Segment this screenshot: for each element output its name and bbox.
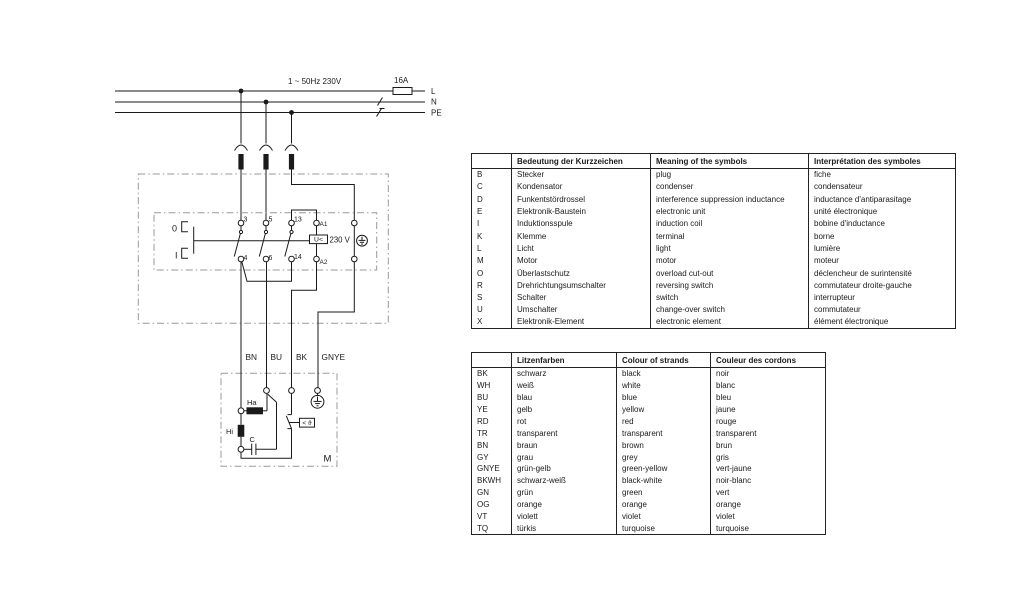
cell-code: B — [477, 170, 483, 180]
cell-french: turquoise — [711, 523, 826, 535]
cell-english: plug — [651, 169, 809, 181]
cell-german: grün-gelb — [512, 463, 617, 475]
cell-english: terminal — [651, 230, 809, 242]
line-pe-label: PE — [431, 108, 442, 118]
cell-english: condenser — [651, 181, 809, 193]
cell-german: transparent — [512, 427, 617, 439]
cell-code: OG — [477, 500, 490, 510]
cell-french: orange — [711, 499, 826, 511]
switch-blade — [234, 234, 240, 257]
colors-table-row — [472, 439, 826, 451]
cell-code: O — [477, 268, 484, 278]
cell-code: D — [477, 194, 483, 204]
cell-german: Stecker — [512, 169, 651, 181]
cell-code: TQ — [477, 523, 489, 533]
symbols-table-row — [472, 230, 956, 242]
cell-french: bleu — [711, 391, 826, 403]
cell-german: weiß — [512, 379, 617, 391]
symbols-table-row — [472, 255, 956, 267]
cell-german: Elektronik-Baustein — [512, 205, 651, 217]
colors-table-row — [472, 523, 826, 535]
colors-header-row — [472, 353, 826, 368]
plug-pin-icon — [263, 154, 268, 170]
cell-french: vert-jaune — [711, 463, 826, 475]
cell-code: VT — [477, 512, 488, 522]
cell-french: jaune — [711, 403, 826, 415]
earth-symbol-motor — [311, 395, 324, 408]
switch-blade — [259, 234, 265, 257]
cell-german: Umschalter — [512, 304, 651, 316]
cell-french: brun — [711, 439, 826, 451]
colors-table-row — [472, 463, 826, 475]
wire-bn-label: BN — [245, 352, 258, 362]
colors-table-row — [472, 415, 826, 427]
symbols-table-row — [472, 193, 956, 205]
cell-english: orange — [617, 499, 711, 511]
plug-pin-icon — [238, 154, 243, 170]
wire-gnye — [318, 262, 354, 388]
cell-german: Elektronik-Element — [512, 316, 651, 328]
cell-french: interrupteur — [809, 291, 956, 303]
wire-gnye-label: GNYE — [321, 352, 346, 362]
fuse-rating-label: 16A — [394, 76, 409, 85]
symbols-table-row — [472, 316, 956, 328]
symbols-table-row — [472, 181, 956, 193]
cell-french: noir-blanc — [711, 475, 826, 487]
cell-english: green — [617, 487, 711, 499]
socket-icon — [260, 145, 273, 151]
contact-4-label: 4 — [243, 255, 248, 262]
cell-german: orange — [512, 499, 617, 511]
cell-code: C — [477, 182, 483, 192]
cell-french: vert — [711, 487, 826, 499]
cell-english: yellow — [617, 403, 711, 415]
cell-english: change-over switch — [651, 304, 809, 316]
relay-label: U< — [314, 236, 323, 244]
cell-french: condensateur — [809, 181, 956, 193]
cell-french: violet — [711, 511, 826, 523]
cell-english: electronic unit — [651, 205, 809, 217]
symbols-table-row — [472, 267, 956, 279]
cell-french: déclencheur de surintensité — [809, 267, 956, 279]
cell-french: lumière — [809, 242, 956, 254]
cell-code: WH — [477, 380, 491, 390]
cell-german: Induktionsspule — [512, 218, 651, 230]
cell-code: I — [477, 219, 480, 229]
cell-english: electronic element — [651, 316, 809, 328]
colors-table-row — [472, 391, 826, 403]
contact-a1-label: A1 — [319, 221, 328, 228]
contact-14-label: 14 — [294, 254, 302, 261]
colors-table-row — [472, 379, 826, 391]
cell-code: U — [477, 305, 483, 315]
aux-winding-label: Ha — [247, 398, 257, 407]
cell-english: transparent — [617, 427, 711, 439]
colors-table-row — [472, 403, 826, 415]
colors-table-row — [472, 475, 826, 487]
cell-english: green-yellow — [617, 463, 711, 475]
cell-english: black-white — [617, 475, 711, 487]
motor-label: M — [323, 453, 332, 465]
colors-header-code — [472, 353, 512, 368]
cell-french: unité électronique — [809, 205, 956, 217]
cell-german: grün — [512, 487, 617, 499]
cell-english: white — [617, 379, 711, 391]
button-actuator-off — [182, 222, 188, 232]
colors-table-row — [472, 499, 826, 511]
cell-german: braun — [512, 439, 617, 451]
colors-table-row — [472, 368, 826, 380]
main-winding-label: Hi — [226, 427, 234, 436]
cell-french: noir — [711, 368, 826, 380]
colors-header-english: Colour of strands — [617, 353, 711, 368]
cell-english: motor — [651, 255, 809, 267]
wire-bu-label: BU — [270, 352, 283, 362]
symbols-header-row — [472, 154, 956, 169]
wire-bk — [292, 262, 317, 388]
symbols-table — [471, 153, 956, 329]
cell-french: élément électronique — [809, 316, 956, 328]
symbols-table-row — [472, 279, 956, 291]
main-winding-icon — [238, 425, 245, 437]
cell-english: overload cut-out — [651, 267, 809, 279]
symbols-table-row — [472, 169, 956, 181]
cell-french: commutateur — [809, 304, 956, 316]
symbols-table-row — [472, 218, 956, 230]
cell-english: violet — [617, 511, 711, 523]
socket-icon — [285, 145, 298, 151]
colors-table-row — [472, 427, 826, 439]
relay-voltage-label: 230 V — [329, 235, 350, 245]
cell-english: black — [617, 368, 711, 380]
cell-french: rouge — [711, 415, 826, 427]
button-actuator-on — [182, 248, 188, 258]
cell-german: Schalter — [512, 291, 651, 303]
cell-code: GN — [477, 488, 489, 498]
cell-code: RD — [477, 416, 489, 426]
fuse-icon — [393, 88, 412, 95]
cell-english: light — [651, 242, 809, 254]
contact-5-label: 5 — [268, 216, 273, 224]
colors-table-row — [472, 451, 826, 463]
aux-winding-icon — [247, 407, 264, 414]
switch-unit-box — [138, 174, 388, 323]
cell-english: switch — [651, 291, 809, 303]
cell-german: rot — [512, 415, 617, 427]
colors-table-grid — [471, 352, 826, 535]
cell-german: Drehrichtungsumschalter — [512, 279, 651, 291]
contact-13-label: 13 — [294, 216, 302, 224]
cell-english: blue — [617, 391, 711, 403]
cell-french: borne — [809, 230, 956, 242]
symbols-table-row — [472, 205, 956, 217]
cell-code: L — [477, 243, 482, 253]
cell-english: turquoise — [617, 523, 711, 535]
colors-table-row — [472, 511, 826, 523]
cell-french: moteur — [809, 255, 956, 267]
cell-english: reversing switch — [651, 279, 809, 291]
symbols-table-row — [472, 291, 956, 303]
cell-german: schwarz-weiß — [512, 475, 617, 487]
main-switch — [182, 210, 355, 408]
cell-french: blanc — [711, 379, 826, 391]
cell-code: GY — [477, 452, 489, 462]
plug-pin-icon — [289, 154, 294, 170]
colors-table — [471, 352, 826, 535]
cell-code: X — [477, 317, 483, 327]
colors-table-row — [472, 487, 826, 499]
symbols-header-code — [472, 154, 512, 169]
cell-code: R — [477, 280, 483, 290]
cell-english: interference suppression inductance — [651, 193, 809, 205]
cell-code: BK — [477, 369, 488, 379]
colors-header-german: Litzenfarben — [512, 353, 617, 368]
symbols-table-grid — [471, 153, 956, 329]
cell-french: commutateur droite-gauche — [809, 279, 956, 291]
symbols-header-french: Interprétation des symboles — [809, 154, 956, 169]
motor-box — [221, 373, 337, 466]
line-l-label: L — [431, 87, 436, 96]
cell-english: red — [617, 415, 711, 427]
switch-on-label: I — [175, 250, 178, 261]
cell-english: induction coil — [651, 218, 809, 230]
line-n-label: N — [431, 97, 437, 107]
cell-code: TR — [477, 428, 488, 438]
cell-code: BU — [477, 392, 489, 402]
cell-german: türkis — [512, 523, 617, 535]
cell-code: E — [477, 207, 483, 217]
symbols-header-english: Meaning of the symbols — [651, 154, 809, 169]
symbols-header-german: Bedeutung der Kurzzeichen — [512, 154, 651, 169]
cell-french: transparent — [711, 427, 826, 439]
plug-connectors — [235, 91, 355, 220]
wire-bk-label: BK — [296, 352, 308, 362]
contact-a2-label: A2 — [319, 259, 328, 266]
cell-german: blau — [512, 391, 617, 403]
cell-german: Überlastschutz — [512, 267, 651, 279]
cell-german: grau — [512, 451, 617, 463]
socket-icon — [235, 145, 248, 151]
cell-german: Klemme — [512, 230, 651, 242]
start-switch-blade — [268, 394, 277, 402]
symbols-table-row — [472, 242, 956, 254]
cell-english: brown — [617, 439, 711, 451]
cell-german: schwarz — [512, 368, 617, 380]
cell-german: Kondensator — [512, 181, 651, 193]
contact-6-label: 6 — [268, 255, 273, 262]
earth-symbol-switch — [357, 235, 368, 246]
cell-code: YE — [477, 404, 488, 414]
colors-header-french: Couleur des cordons — [711, 353, 826, 368]
cell-english: grey — [617, 451, 711, 463]
cell-german: Motor — [512, 255, 651, 267]
cell-german: violett — [512, 511, 617, 523]
symbols-table-row — [472, 304, 956, 316]
cell-german: gelb — [512, 403, 617, 415]
cell-code: BN — [477, 440, 489, 450]
supply-lines — [115, 88, 425, 117]
cell-german: Licht — [512, 242, 651, 254]
cell-french: fiche — [809, 169, 956, 181]
cell-code: BKWH — [477, 476, 501, 486]
switch-blade — [285, 234, 291, 257]
cell-french: inductance d'antiparasitage — [809, 193, 956, 205]
cell-code: M — [477, 256, 484, 266]
switch-off-label: 0 — [172, 223, 178, 234]
cell-code: S — [477, 293, 483, 303]
cell-code: GNYE — [477, 464, 500, 474]
cell-code: K — [477, 231, 483, 241]
contact-3-label: 3 — [243, 216, 248, 224]
supply-label: 1 ~ 50Hz 230V — [288, 77, 342, 86]
capacitor-label: C — [249, 435, 255, 444]
cell-french: gris — [711, 451, 826, 463]
cell-french: bobine d'inductance — [809, 218, 956, 230]
cell-german: Funkentstördrossel — [512, 193, 651, 205]
enclosure-boxes — [138, 174, 388, 466]
wiring-diagram — [0, 0, 470, 591]
thermal-cutout-label: < ϑ — [302, 420, 312, 428]
